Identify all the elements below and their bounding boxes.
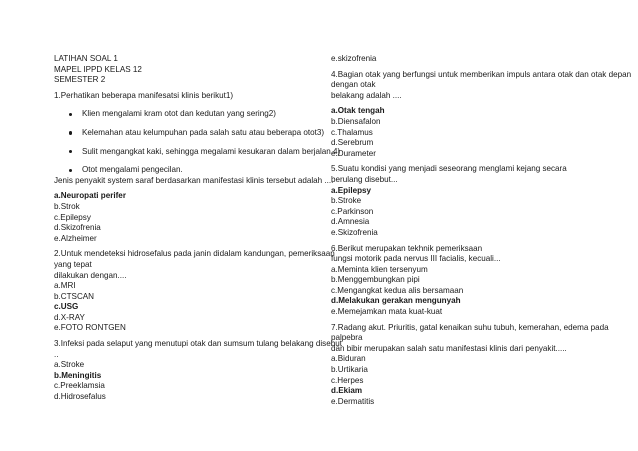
- q4-option-e: e.Durameter: [331, 148, 376, 158]
- q3-stem: ..: [54, 349, 59, 359]
- bullet-icon: [69, 169, 72, 172]
- q6-option-e: e.Memejamkan mata kuat-kuat: [331, 307, 443, 317]
- q5-option-e: e.Skizofrenia: [331, 227, 378, 237]
- q5-option-a: a.Epilepsy: [331, 185, 372, 195]
- q3-stem: 3.Infeksi pada selaput yang menutupi otak dan sumsum tulang belakang disebut: [54, 339, 342, 349]
- q7-stem: palpebra: [331, 333, 363, 343]
- q3-option-e: e.skizofrenia: [331, 54, 377, 63]
- q7-stem: dan bibir merupakan salah satu manifestasi klinis dari penyakit.....: [331, 343, 567, 353]
- q1-option-d: d.Skizofrenia: [54, 223, 101, 233]
- q1-bullet: [54, 146, 341, 158]
- q5-option-b: b.Stroke: [331, 196, 362, 206]
- q1-bullet-text: Klien mengalami kram otot dan kedutan yang sering2): [82, 109, 276, 119]
- q6-option-c: c.Mengangkat kedua alis bersamaan: [331, 285, 464, 295]
- q2-option-d: d.X-RAY: [54, 312, 85, 322]
- q7-option-c: c.Herpes: [331, 375, 364, 385]
- q1-bullet-text: Sulit mengangkat kaki, sehingga megalami kesukaran dalam berjalan.4): [82, 146, 341, 156]
- q1-option-c: c.Epilepsy: [54, 212, 91, 222]
- q2-stem: 2.Untuk mendeteksi hidrosefalus pada janin didalam kandungan, pemeriksaan: [54, 249, 335, 259]
- q5-option-c: c.Parkinson: [331, 206, 374, 216]
- q1-option-a: a.Neuropati perifer: [54, 191, 126, 201]
- q2-option-a: a.MRI: [54, 281, 76, 291]
- q5-stem: berulang disebut...: [331, 174, 398, 184]
- q7-option-b: b.Urtikaria: [331, 365, 368, 375]
- q6-option-d: d.Melakukan gerakan mengunyah: [331, 296, 461, 306]
- q4-stem: dengan otak: [331, 80, 376, 90]
- q7-option-e: e.Dermatitis: [331, 396, 375, 406]
- q1-option-b: b.Strok: [54, 201, 80, 211]
- bullet-icon: [69, 150, 72, 153]
- doc-semester: SEMESTER 2: [54, 75, 106, 85]
- q4-option-c: c.Thalamus: [331, 127, 373, 137]
- q3-option-a: a.Stroke: [54, 360, 85, 370]
- q1-bullet: [54, 165, 312, 176]
- bullet-icon: [69, 131, 72, 134]
- q6-option-b: b.Menggembungkan pipi: [331, 275, 420, 285]
- q6-stem: 6.Berikut merupakan tekhnik pemeriksaan: [331, 243, 483, 253]
- q3-option-d: d.Hidrosefalus: [54, 392, 106, 402]
- q1-bullet-text: Kelemahan atau kelumpuhan pada salah satu atau beberapa otot3): [82, 127, 325, 137]
- q4-stem: 4.Bagian otak yang berfungsi untuk memberikan impuls antara otak dan otak depan: [331, 69, 632, 79]
- q2-option-e: e.FOTO RONTGEN: [54, 323, 126, 333]
- q1-bullet-text: Otot mengalami pengecilan.: [82, 165, 183, 175]
- q7-option-d: d.Ekiam: [331, 386, 363, 396]
- q5-option-d: d.Amnesia: [331, 217, 370, 227]
- q6-option-a: a.Meminta klien tersenyum: [331, 264, 428, 274]
- q6-stem: fungsi motorik pada nervus III facialis, kecuali...: [331, 254, 501, 264]
- q2-stem: dilakukan dengan....: [54, 270, 127, 280]
- q4-option-a: a.Otak tengah: [331, 106, 385, 116]
- q1-stem: 1.Perhatikan beberapa manifesatsi klinis berikut1): [54, 90, 234, 100]
- q1-bullet: [54, 127, 325, 139]
- q7-option-a: a.Biduran: [331, 354, 366, 364]
- bullet-icon: [69, 113, 72, 116]
- q4-stem: belakang adalah ....: [331, 90, 402, 100]
- q1-option-e: e.Alzheimer: [54, 233, 97, 243]
- left-column: [54, 54, 342, 403]
- q2-option-c: c.USG: [54, 302, 79, 312]
- q1-bullet: [54, 109, 312, 120]
- q2-option-b: b.CTSCAN: [54, 291, 95, 301]
- q2-stem: yang tepat: [54, 259, 92, 269]
- q3-option-b: b.Meningitis: [54, 370, 102, 380]
- q7-stem: 7.Radang akut. Priuritis, gatal kenaikan suhu tubuh, kemerahan, edema pada: [331, 322, 609, 332]
- q4-option-b: b.Diensafalon: [331, 116, 381, 126]
- q1-question: Jenis penyakit system saraf berdasarkan manifestasi klinis tersebut adalah ....: [54, 175, 334, 185]
- q5-stem: 5.Suatu kondisi yang menjadi seseorang menglami kejang secara: [331, 164, 567, 174]
- right-column: [331, 54, 632, 407]
- doc-subject: MAPEL IPPD KELAS 12: [54, 64, 142, 74]
- doc-title: LATIHAN SOAL 1: [54, 54, 118, 63]
- q4-option-d: d.Serebrum: [331, 138, 374, 148]
- q3-option-c: c.Preeklamsia: [54, 381, 105, 391]
